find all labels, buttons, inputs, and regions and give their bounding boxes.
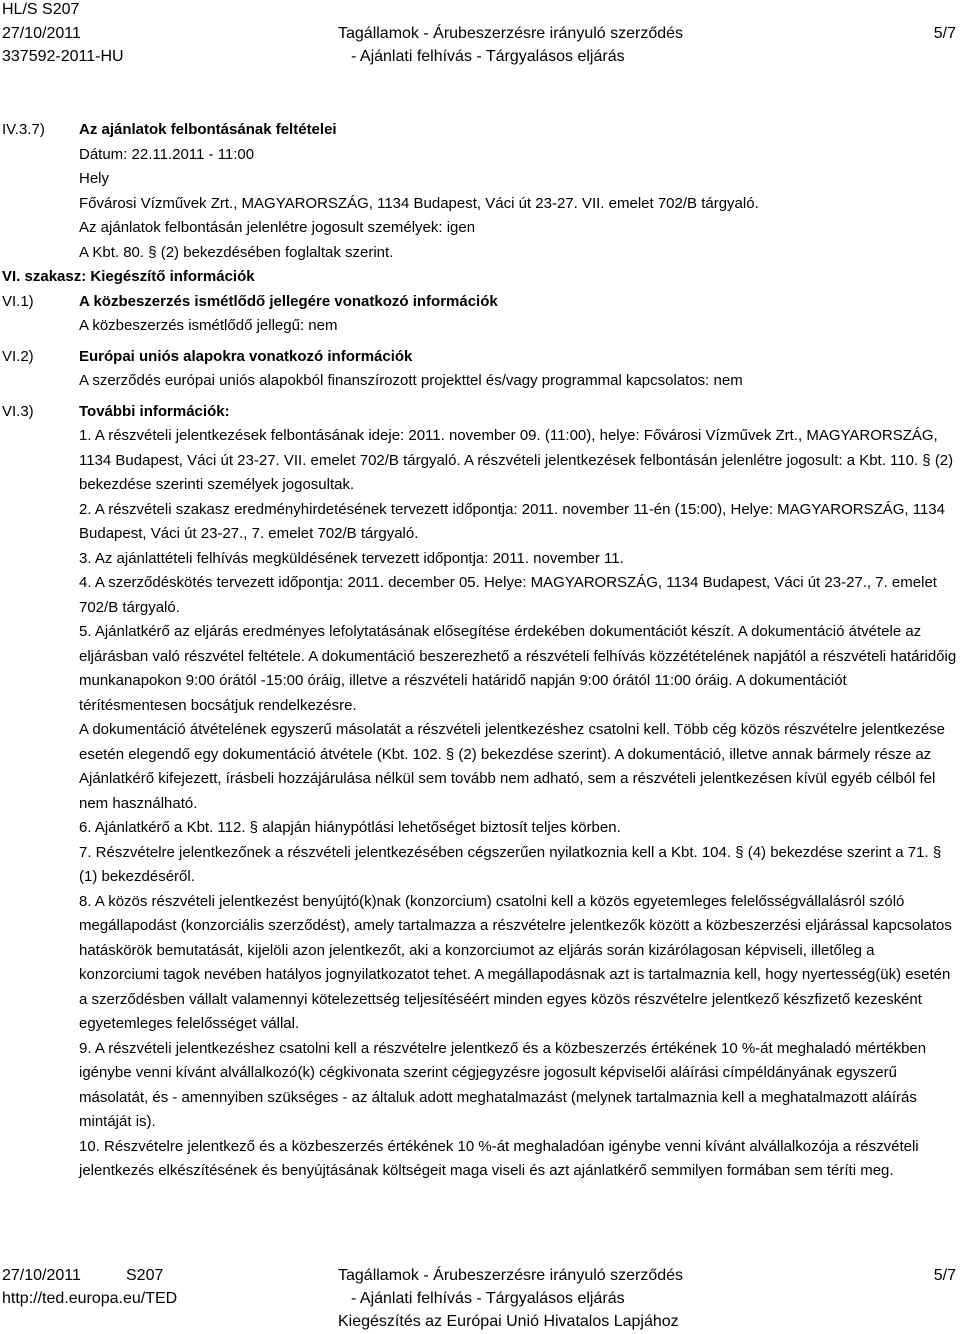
section-text: A szerződés európai uniós alapokból finanszírozott projekttel és/vagy programmal kapcsolatos: nem: [79, 372, 743, 389]
info-item-5: 5. Ajánlatkérő az eljárás eredményes lefolytatásának elősegítése érdekében dokumentációt készít. A dokumentáció átvétele az eljárásban való részvétel feltétele. A dokumentáció beszerezhető a részvételi felhívás közzétételének napjától a részvételi határidőig munkanapokon 9:00 órától -15:00 óráig, illetve a részvételi határidő napján 9:00 órától 11:00 óráig. A dokumentációt térítésmentesen bocsátjuk rendelkezésre.: [79, 623, 957, 714]
footer-supplement: Kiegészítés az Európai Unió Hivatalos Lapjához: [338, 1313, 679, 1330]
footer-procedure-type: - Ajánlati felhívás - Tárgyalásos eljárás: [351, 1290, 625, 1307]
section-title: További információk:: [79, 402, 230, 420]
footer-url-link[interactable]: http://ted.europa.eu/TED: [2, 1290, 178, 1307]
info-item-4: 4. A szerződéskötés tervezett időpontja: 2011. december 05. Helye: MAGYARORSZÁG, 1134 Budapest, Váci út 23-27., 7. emelet 702/B tárgyaló.: [79, 574, 937, 616]
page-header: [0, 0, 960, 72]
section-vi-2: [0, 345, 960, 394]
legal-reference: A Kbt. 80. § (2) bekezdésében foglaltak szerint.: [79, 243, 394, 261]
info-item-3: 3. Az ajánlattételi felhívás megküldésének tervezett időpontja: 2011. november 11.: [79, 549, 624, 567]
header-notice-id: 337592-2011-HU: [2, 48, 124, 65]
section-title: Az ajánlatok felbontásának feltételei: [79, 121, 337, 138]
info-item-9: 9. A részvételi jelentkezéshez csatolni kell a részvételre jelentkező és a közbeszerzés értékének 10 %-át meghaladó mértékben igénybe venni kívánt alvállalkozó(k) cégkivonata szerint cégjegyzésre jogosult képviselői aláírási címpéldányának egyszerű másolatát, és - amennyiben szükséges - az általuk adott meghatalmazást (melynek tartalmaznia kell a meghatalmazott aláírás mintáját is).: [79, 1039, 927, 1130]
page-footer: [0, 1266, 960, 1334]
section-title: Európai uniós alapokra vonatkozó információk: [79, 347, 413, 365]
section-text: A közbeszerzés ismétlődő jellegű: nem: [79, 317, 338, 334]
place-label: Hely: [79, 170, 110, 187]
info-item-10: 10. Részvételre jelentkező és a közbeszerzés értékének 10 %-át meghaladóan igénybe venni kívánt alvállalkozója a részvételi jelentkezés elkészítésének és benyújtásának költségeit maga viseli és azt ajánlatkérő semmilyen formában sem téríti meg.: [79, 1137, 919, 1179]
section-number: VI.1): [2, 292, 34, 310]
info-item-2: 2. A részvételi szakasz eredményhirdetésének tervezett időpontja: 2011. november 11-én (15:00), Helye: MAGYARORSZÁG, 1134 Budapest, Váci út 23-27., 7. emelet 702/B tárgyaló.: [79, 500, 945, 542]
section-iv-3-7: [0, 118, 960, 265]
info-item-5-continued: A dokumentáció átvételének egyszerű másolatát a részvételi jelentkezéshez csatolni kell. Több cég közös részvételre jelentkezése esetén elegendő egy dokumentáció átvétele (Kbt. 102. § (2) bekezdése szerint). A dokumentáció, illetve annak bármely része az Ajánlatkérő kifejezett, írásbeli hozzájárulása nélkül sem tovább nem adható, sem a részvételi jelentkezésen kívül egyéb célból fel nem használható.: [79, 721, 946, 812]
section-title: A közbeszerzés ismétlődő jellegére vonatkozó információk: [79, 292, 498, 310]
section-vi-3: [0, 400, 960, 1184]
footer-page-number: 5/7: [933, 1267, 956, 1284]
header-notice-type: Tagállamok - Árubeszerzésre irányuló szerződés: [338, 25, 684, 42]
footer-date: 27/10/2011: [2, 1267, 81, 1284]
section-number: VI.2): [2, 347, 34, 365]
footer-code: S207: [126, 1267, 164, 1284]
info-item-1: 1. A részvételi jelentkezések felbontásának ideje: 2011. november 09. (11:00), helye: Fővárosi Vízművek Zrt., MAGYARORSZÁG, 1134 Budapest, Váci út 23-27. VII. emelet 702/B tárgyaló. A részvételi jelentkezések felbontásán jelenlétre jogosult: a Kbt. 110. § (2) bekezdése szerinti személyek jogosultak.: [79, 427, 954, 493]
section-number: VI.3): [2, 402, 34, 420]
header-date: 27/10/2011: [2, 25, 81, 42]
footer-notice-type: Tagállamok - Árubeszerzésre irányuló szerződés: [338, 1267, 684, 1284]
document-body: [0, 118, 960, 1184]
header-page-number: 5/7: [933, 25, 956, 42]
opening-date: Dátum: 22.11.2011 - 11:00: [79, 145, 255, 163]
info-item-7: 7. Részvételre jelentkezőnek a részvételi jelentkezésében cégszerűen nyilatkoznia kell a Kbt. 104. § (4) bekezdése szerint a 71. § (1) bekezdéséről.: [79, 843, 942, 885]
place-address: Fővárosi Vízművek Zrt., MAGYARORSZÁG, 1134 Budapest, Váci út 23-27. VII. emelet 702/B tárgyaló.: [79, 194, 759, 212]
section-vi-1: [0, 290, 960, 339]
header-procedure-type: - Ajánlati felhívás - Tárgyalásos eljárás: [351, 48, 625, 65]
info-item-8: 8. A közös részvételi jelentkezést benyújtó(k)nak (konzorcium) csatolni kell a közös egyetemleges felelősségvállalásról szóló megállapodást (konzorciális szerződést), amely tartalmazza a részvételre jelentkezők között a közbeszerzési eljárással kapcsolatos hatáskörök bemutatását, kijelöli azon jelentkezőt, aki a konzorciumot az eljárás során kizárólagosan képviseli, illetőleg a konzorciumi tagok nevében hatályos jognyilatkozatot tehet. A megállapodásnak azt is tartalmaznia kell, hogy nyertesség(ük) esetén a szerződésben vállalt valamennyi kötelezettség teljesítéséért minden egyes közös részvételre jelentkező készfizető kezesként egyetemleges felelősséget vállal.: [79, 892, 952, 1032]
header-doc-code: HL/S S207: [2, 1, 80, 18]
info-item-6: 6. Ajánlatkérő a Kbt. 112. § alapján hiánypótlási lehetőséget biztosít teljes körben.: [79, 819, 621, 836]
persons-allowed: Az ajánlatok felbontásán jelenlétre jogosult személyek: igen: [79, 219, 476, 236]
section-number: IV.3.7): [2, 121, 45, 138]
section-vi-heading: VI. szakasz: Kiegészítő információk: [2, 268, 255, 285]
